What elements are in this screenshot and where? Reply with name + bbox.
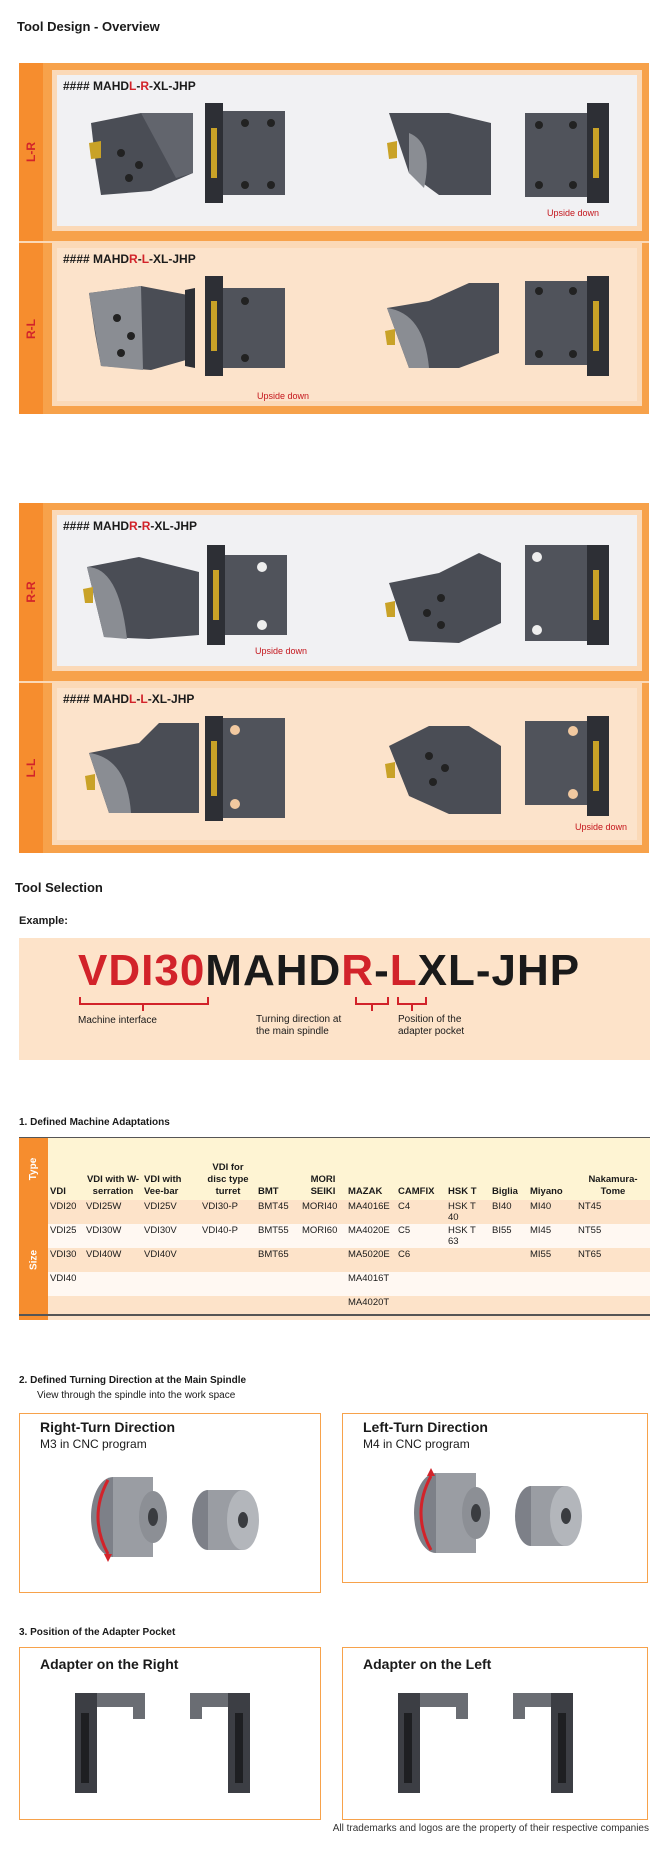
product-title: #### MAHDL-R-XL-JHP xyxy=(63,79,196,93)
right-turn-card xyxy=(19,1413,321,1593)
table-row: VDI30 VDI40W VDI40V BMT65 MA5020E C6 MI55 NT65 xyxy=(19,1248,650,1272)
product-panel xyxy=(52,243,642,406)
column-header: MORI SEIKI xyxy=(300,1138,346,1200)
bracket-position xyxy=(397,997,427,1005)
spindle-left-turn-image xyxy=(401,1458,601,1568)
turning-heading: 2. Defined Turning Direction at the Main Spindle xyxy=(19,1375,247,1386)
left-turn-title: Left-Turn Direction xyxy=(363,1419,488,1435)
tool-holder-image xyxy=(81,278,201,378)
tool-holder-image xyxy=(379,103,499,203)
right-turn-subtitle: M3 in CNC program xyxy=(40,1437,147,1451)
trademark-footer: All trademarks and logos are the property of their respective companies xyxy=(332,1823,649,1834)
upside-down-note: Upside down xyxy=(575,822,628,832)
tool-holder-back-image xyxy=(525,716,615,816)
column-header: VDI for disc type turret xyxy=(200,1138,256,1200)
tool-holder-image xyxy=(79,718,209,818)
bracket-interface xyxy=(79,997,209,1005)
overview-block-1 xyxy=(19,63,649,414)
table-row: Size VDI20 VDI25W VDI25V VDI30-P BMT45 MORI40 MA4016E C4 HSK T 40 BI40 MI40 NT45 xyxy=(19,1200,650,1224)
product-title: #### MAHDR-R-XL-JHP xyxy=(63,519,198,533)
tool-holder-image xyxy=(379,716,509,821)
side-label: R-L xyxy=(24,318,38,339)
overview-row-rr xyxy=(19,503,649,681)
adaptations-table-body xyxy=(19,1200,650,1320)
table-row: MA4020T xyxy=(19,1296,650,1320)
tool-holder-back-image xyxy=(525,103,615,203)
product-panel xyxy=(52,510,642,671)
product-title: #### MAHDR-L-XL-JHP xyxy=(63,252,196,266)
overview-block-2 xyxy=(19,503,649,853)
overview-heading: Tool Design - Overview xyxy=(17,19,160,34)
size-label: Size xyxy=(28,1249,39,1271)
tool-holder-image xyxy=(379,273,509,378)
adapter-left-image xyxy=(398,1693,608,1803)
adaptations-table xyxy=(19,1138,650,1320)
label-machine-interface: Machine interface xyxy=(78,1015,157,1026)
spindle-right-turn-image xyxy=(78,1462,278,1572)
tool-holder-back-image xyxy=(207,545,287,645)
adaptations-heading: 1. Defined Machine Adaptations xyxy=(19,1117,170,1128)
example-code-box xyxy=(19,938,650,1060)
tool-holder-back-image xyxy=(205,103,285,203)
turning-subheading: View through the spindle into the work space xyxy=(37,1390,236,1401)
bracket-turning xyxy=(355,997,389,1005)
adapter-right-image xyxy=(75,1693,285,1803)
column-header: BMT xyxy=(256,1138,300,1200)
product-title: #### MAHDL-L-XL-JHP xyxy=(63,692,195,706)
selection-heading: Tool Selection xyxy=(15,880,103,895)
position-heading: 3. Position of the Adapter Pocket xyxy=(19,1627,176,1638)
label-turning-direction: Turning direction at the main spindle xyxy=(256,1014,342,1037)
right-turn-title: Right-Turn Direction xyxy=(40,1419,176,1435)
label-adapter-position: Position of the adapter pocket xyxy=(398,1014,465,1037)
side-label: R-R xyxy=(24,581,38,603)
tool-holder-image xyxy=(81,103,201,203)
adapter-right-title: Adapter on the Right xyxy=(40,1656,179,1672)
overview-row-rl xyxy=(19,243,649,414)
product-panel xyxy=(52,683,642,845)
column-header: HSK T xyxy=(446,1138,490,1200)
side-label: L-L xyxy=(24,758,38,778)
adapter-left-title: Adapter on the Left xyxy=(363,1656,492,1672)
column-header: Miyano xyxy=(528,1138,576,1200)
column-header: VDI with W-serration xyxy=(84,1138,142,1200)
adapter-left-card xyxy=(342,1647,648,1820)
tool-holder-image xyxy=(79,547,209,647)
upside-down-note: Upside down xyxy=(257,391,310,401)
tool-holder-image xyxy=(379,543,509,648)
left-turn-subtitle: M4 in CNC program xyxy=(363,1437,470,1451)
tool-holder-back-image xyxy=(525,545,615,645)
tool-holder-back-image xyxy=(205,276,285,376)
tool-holder-back-image xyxy=(205,716,285,821)
table-row: VDI40 MA4016T xyxy=(19,1272,650,1296)
example-code: VDI30MAHDR-LXL-JHP xyxy=(78,946,581,995)
overview-row-ll xyxy=(19,683,649,853)
upside-down-note: Upside down xyxy=(547,208,600,218)
adapter-right-card xyxy=(19,1647,321,1820)
overview-row-lr xyxy=(19,63,649,241)
product-panel xyxy=(52,70,642,231)
column-header: MAZAK xyxy=(346,1138,396,1200)
tool-holder-back-image xyxy=(525,276,615,376)
column-header: CAMFIX xyxy=(396,1138,446,1200)
column-header: VDI xyxy=(48,1138,84,1200)
type-label: Type xyxy=(27,1157,39,1181)
column-header: Biglia xyxy=(490,1138,528,1200)
table-row: VDI25 VDI30W VDI30V VDI40-P BMT55 MORI60 MA4020E C5 HSK T 63 BI55 MI45 NT55 xyxy=(19,1224,650,1248)
column-header: VDI with Vee-bar xyxy=(142,1138,200,1200)
example-label: Example: xyxy=(19,915,68,927)
left-turn-card xyxy=(342,1413,648,1583)
side-label: L-R xyxy=(24,142,38,162)
upside-down-note: Upside down xyxy=(255,646,308,656)
column-header: Nakamura-Tome xyxy=(576,1138,650,1200)
